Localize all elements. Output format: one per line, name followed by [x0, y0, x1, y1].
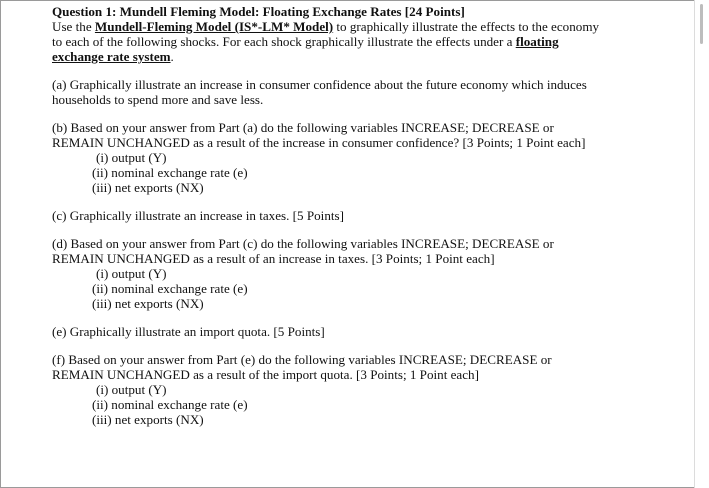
floating-term: floating	[515, 34, 559, 49]
part-d-line-1: (d) Based on your answer from Part (c) do the following variables INCREASE; DECREASE or	[52, 236, 554, 251]
part-a-line-1: (a) Graphically illustrate an increase in consumer confidence about the future economy which induces	[52, 77, 587, 92]
part-b-item-ii: (ii) nominal exchange rate (e)	[92, 165, 248, 180]
part-b-line-1: (b) Based on your answer from Part (a) do the following variables INCREASE; DECREASE or	[52, 120, 554, 135]
part-d-item-iii: (iii) net exports (NX)	[92, 296, 204, 311]
spacer	[52, 64, 672, 77]
intro-line3-end: .	[170, 49, 174, 64]
part-d-item-ii: (ii) nominal exchange rate (e)	[92, 281, 248, 296]
spacer	[52, 107, 672, 120]
part-d-item-i: (i) output (Y)	[96, 266, 167, 281]
spacer	[52, 339, 672, 352]
part-e-line-1: (e) Graphically illustrate an import quota. [5 Points]	[52, 324, 325, 339]
part-b-line-2: REMAIN UNCHANGED as a result of the increase in consumer confidence? [3 Points; 1 Point each]	[52, 135, 586, 150]
intro-line-3	[52, 49, 672, 64]
intro-prefix: Use the	[52, 19, 95, 34]
model-name: Mundell-Fleming Model (IS*-LM* Model)	[94, 19, 334, 34]
document-content	[52, 4, 672, 427]
vertical-scrollbar[interactable]	[694, 0, 709, 488]
scrollbar-thumb[interactable]	[700, 4, 703, 44]
spacer	[52, 311, 672, 324]
part-f-item-i: (i) output (Y)	[96, 382, 167, 397]
part-b-item-iii: (iii) net exports (NX)	[92, 180, 204, 195]
part-f-line-2: REMAIN UNCHANGED as a result of the import quota. [3 Points; 1 Point each]	[52, 367, 479, 382]
exchange-rate-system-term: exchange rate system	[52, 49, 171, 64]
intro-line-1	[52, 19, 672, 34]
intro-line2-prefix: to each of the following shocks. For each shock graphically illustrate the effects under a	[52, 34, 516, 49]
intro-line-2	[52, 34, 672, 49]
spacer	[52, 195, 672, 208]
part-a-line-2: households to spend more and save less.	[52, 92, 264, 107]
intro-suffix: to graphically illustrate the effects to the economy	[333, 19, 600, 34]
part-f-item-iii: (iii) net exports (NX)	[92, 412, 204, 427]
part-b-item-i: (i) output (Y)	[96, 150, 167, 165]
part-c-line-1: (c) Graphically illustrate an increase in taxes. [5 Points]	[52, 208, 344, 223]
spacer	[52, 223, 672, 236]
part-d-line-2: REMAIN UNCHANGED as a result of an increase in taxes. [3 Points; 1 Point each]	[52, 251, 495, 266]
question-title: Question 1: Mundell Fleming Model: Floating Exchange Rates [24 Points]	[52, 4, 465, 19]
part-f-line-1: (f) Based on your answer from Part (e) do the following variables INCREASE; DECREASE or	[52, 352, 552, 367]
part-f-item-ii: (ii) nominal exchange rate (e)	[92, 397, 248, 412]
